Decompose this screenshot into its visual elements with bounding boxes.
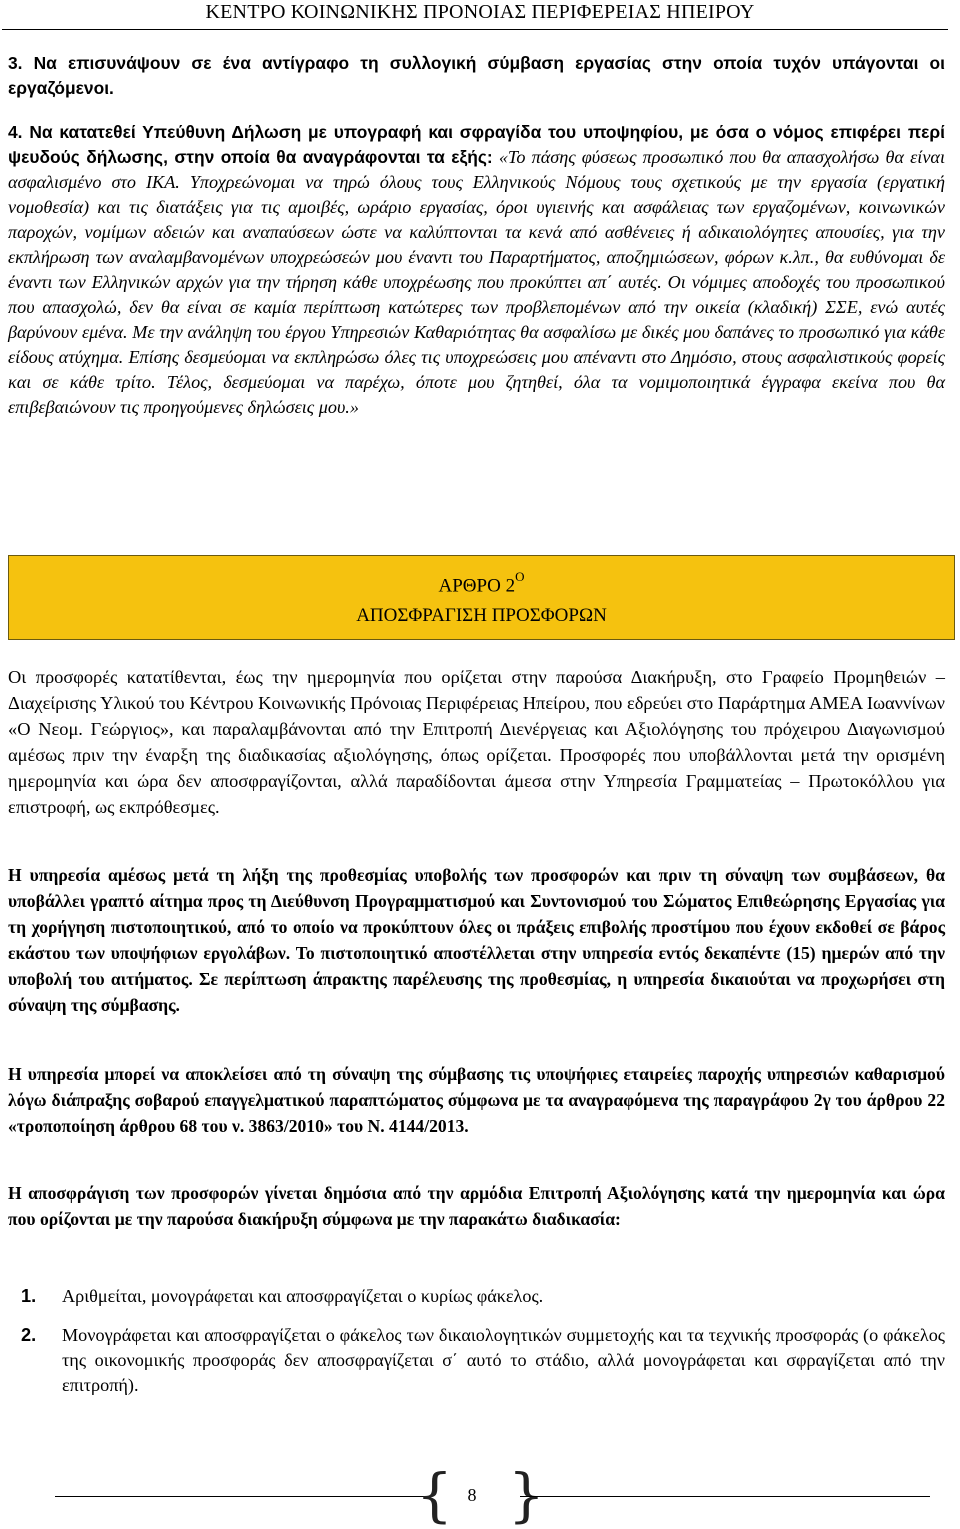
list-item-text: Αριθμείται, μονογράφεται και αποσφραγίζεται ο κυρίως φάκελος. <box>62 1286 544 1306</box>
header-divider <box>2 29 948 30</box>
list-item <box>8 1284 945 1309</box>
footer-right-brace: } <box>508 1461 545 1529</box>
item-3 <box>8 51 945 101</box>
article-title-superscript: Ο <box>515 569 525 584</box>
footer-rule-right <box>520 1496 930 1497</box>
item-3-text: 3. Να επισυνάψουν σε ένα αντίγραφο τη συλλογική σύμβαση εργασίας στην οποία τυχόν υπάγονται οι εργαζόμενοι. <box>8 53 945 98</box>
article-title <box>9 565 954 601</box>
list-item <box>8 1323 945 1398</box>
paragraph-submission: Οι προσφορές κατατίθενται, έως την ημερομηνία που ορίζεται στην παρούσα Διακήρυξη, στο Γραφείο Προμηθειών – Διαχείρισης Υλικού του Κέντρου Κοινωνικής Πρόνοιας Περιφέρειας Ηπείρου, που εδρεύει στο Παράρτημα ΑΜΕΑ Ιωαννίνων «Ο Νεομ. Γεώργιος», και παραλαμβάνονται από την Επιτροπή Διενέργειας και Αξιολόγησης του πρόχειρου Διαγωνισμού αμέσως πριν την έναρξη της διαδικασίας αξιολόγησης, όπως ορίζεται. Προσφορές που υποβάλλονται μετά την ορισμένη ημερομηνία και ώρα δεν αποσφραγίζονται, αλλά παραδίδονται άμεσα στην Υπηρεσία Γραμματείας – Πρωτοκόλλου για επιστροφή, ως εκπρόθεσμες. <box>8 667 945 817</box>
footer-rule-left <box>55 1496 425 1497</box>
item-4-lead: 4. Να κατατεθεί Υπεύθυνη Δήλωση με υπογραφή και σφραγίδα του υποψηφίου, με όσα ο νόμος επιφέρει περί ψευδούς δήλωσης, στην οποία θα αναγράφονται τα εξής: <box>8 122 945 167</box>
paragraph-exclusion: Η υπηρεσία μπορεί να αποκλείσει από τη σύναψη της σύμβασης τις υποψήφιες εταιρείες παροχής υπηρεσιών καθαρισμού λόγω διάπραξης σοβαρού επαγγελματικού παραπτώματος σύμφωνα με τα αναγραφόμενα της παραγράφου 2γ του άρθρου 22 «τροποποίηση άρθρου 68 του ν. 3863/2010» του Ν. 4144/2013. <box>8 1064 945 1136</box>
page-header: ΚΕΝΤΡΟ ΚΟΙΝΩΝΙΚΗΣ ΠΡΟΝΟΙΑΣ ΠΕΡΙΦΕΡΕΙΑΣ ΗΠΕΙΡΟΥ <box>205 1 755 23</box>
page-number: 8 <box>467 1485 477 1505</box>
list-item-number: 2. <box>21 1325 37 1345</box>
list-item-text: Μονογράφεται και αποσφραγίζεται ο φάκελος των δικαιολογητικών συμμετοχής και τα τεχνικής προσφοράς (ο φάκελος της οικονομικής προσφοράς δεν αποσφραγίζεται σ΄ αυτό το στάδιο, αλλά μονογράφεται και σφραγίζεται από την επιτροπή). <box>62 1325 945 1395</box>
paragraph-certificate: Η υπηρεσία αμέσως μετά τη λήξη της προθεσμίας υποβολής των προσφορών και πριν τη σύναψη των συμβάσεων, θα υποβάλλει γραπτό αίτημα προς τη Διεύθυνση Προγραμματισμού και Συντονισμού του Σώματος Επιθεώρησης Εργασίας για τη χορήγηση πιστοποιητικού, από το οποίο να προκύπτουν όλες οι πράξεις επιβολής προστίμου που έχουν εκδοθεί σε βάρος εκάστου των υποψήφιων εργολάβων. Το πιστοποιητικό αποστέλλεται στην υπηρεσία εντός δεκαπέντε (15) ημερών από την υποβολή του αιτήματος. Σε περίπτωση άπρακτης παρέλευσης της προθεσμίας, η υπηρεσία δικαιούται να προχωρήσει στη σύναψη της σύμβασης. <box>8 865 945 1015</box>
item-4 <box>8 120 945 420</box>
article-subtitle: ΑΠΟΣΦΡΑΓΙΣΗ ΠΡΟΣΦΟΡΩΝ <box>356 605 607 627</box>
article-heading-box <box>8 555 955 640</box>
article-title-text: ΑΡΘΡΟ 2 <box>438 575 516 597</box>
item-4-quote: «Το πάσης φύσεως προσωπικό που θα απασχολήσω θα είναι ασφαλισμένο στο ΙΚΑ. Υποχρεώνομαι να τηρώ όλους τους Ελληνικούς Νόμους τους σχετικούς με την εργασία (εργατική νομοθεσία) και τις διατάξεις για τις αμοιβές, ωράριο εργασίας, όροι υγιεινής και ασφάλειας των εργαζομένων, κοινωνικών παροχών, νομίμων αδειών και αναπαύσεων ώστε να καλύπτονται τα κενά από ασθένειες ή αδικαιολόγητες απουσίες, για την εκπλήρωση των αναλαμβανομένων υποχρεώσεών μου έναντι του Παραρτήματος, αποζημιώσεων, φόρων κ.λπ., θα ευθύνομαι δε έναντι των Ελληνικών αρχών για την τήρηση κάθε υποχρέωσης που προκύπτει απ΄ αυτές. Οι νόμιμες αποδοχές του προσωπικού που απασχολώ, δεν θα είναι σε καμία περίπτωση κατώτερες των προβλεπομένων από την οικεία (κλαδική) ΣΣΕ, ενώ αυτές βαρύνουν εμένα. Με την ανάληψη του έργου Υπηρεσιών Καθαριότητας θα ασφαλίσω με δικές μου δαπάνες το προσωπικό για κάθε είδους ατύχημα. Επίσης δεσμεύομαι να εκπληρώσω όλες τις υποχρεώσεις μου απέναντι στο Δημόσιο, στους ασφαλιστικούς φορείς και σε κάθε τρίτο. Τέλος, δεσμεύομαι να παρέχω, όποτε μου ζητηθεί, όλα τα νομιμοποιητικά έγγραφα εκείνα που θα επιβεβαιώνουν τις προηγούμενες δηλώσεις μου.» <box>8 147 945 417</box>
list-item-number: 1. <box>21 1286 37 1306</box>
footer-left-brace: { <box>416 1461 453 1529</box>
paragraph-opening: Η αποσφράγιση των προσφορών γίνεται δημόσια από την αρμόδια Επιτροπή Αξιολόγησης κατά την ημερομηνία και ώρα που ορίζονται με την παρούσα διακήρυξη σύμφωνα με την παρακάτω διαδικασία: <box>8 1183 945 1229</box>
